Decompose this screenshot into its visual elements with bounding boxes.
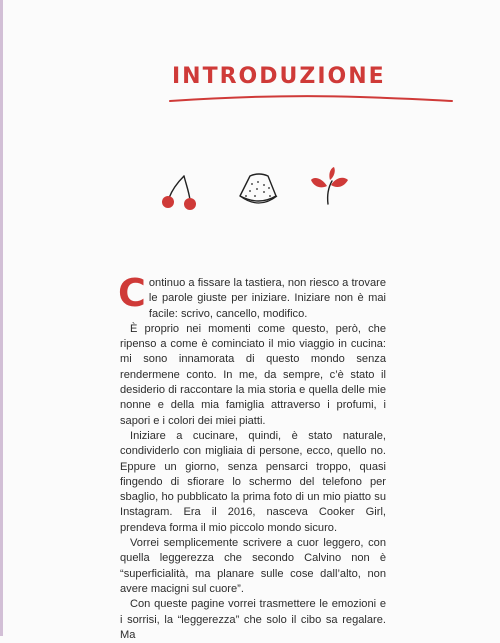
- drop-cap: C: [118, 271, 146, 315]
- chapter-title: INTRODUZIONE: [172, 64, 386, 89]
- paragraph-text: ontinuo a fissare la tastiera, non riesco a trovare le parole giuste per iniziare. Iniziare non è mai facile: scrivo, cancello, modifico.: [148, 277, 386, 320]
- paragraph-4: Vorrei semplicemente scrivere a cuor leggero, con quella leggerezza che secondo Calvino non è “superficialità, ma planare sulle cose dall’alto, non avere macigni sul cuore”.: [120, 537, 386, 595]
- pudding-icon: [240, 174, 277, 203]
- paragraph-3: Iniziare a cucinare, quindi, è stato naturale, condividerlo con migliaia di persone, ecco, quello no. Eppure un giorno, senza pensarci troppo, quasi fingendo di sfiorare lo schermo del telefono per sbaglio, ho pubblicato la prima foto di un mio piatto su Instagram. Era il 2016, nasceva Cooker Girl, prendeva forma il mio piccolo mondo sicuro.: [120, 429, 386, 534]
- paragraph-1: [118, 271, 386, 322]
- paragraph-2: È proprio nei momenti come questo, però, che ripenso a come è cominciato il mio viaggio in cucina: mi sono innamorata di questo mondo senza rendermene conto. In me, da sempre, c’è stato il desiderio di raccontare la mia storia e quella delle mie nonne e della mia famiglia attraverso i profumi, i sapori e i colori dei miei piatti.: [120, 322, 386, 427]
- paragraph-5: Con queste pagine vorrei trasmettere le emozioni e i sorrisi, la “leggerezza” che solo il cibo sa regalare. Ma: [120, 598, 386, 641]
- cherries-icon: [162, 176, 196, 210]
- body-text: [118, 271, 386, 643]
- leaf-sprig-icon: [311, 167, 348, 204]
